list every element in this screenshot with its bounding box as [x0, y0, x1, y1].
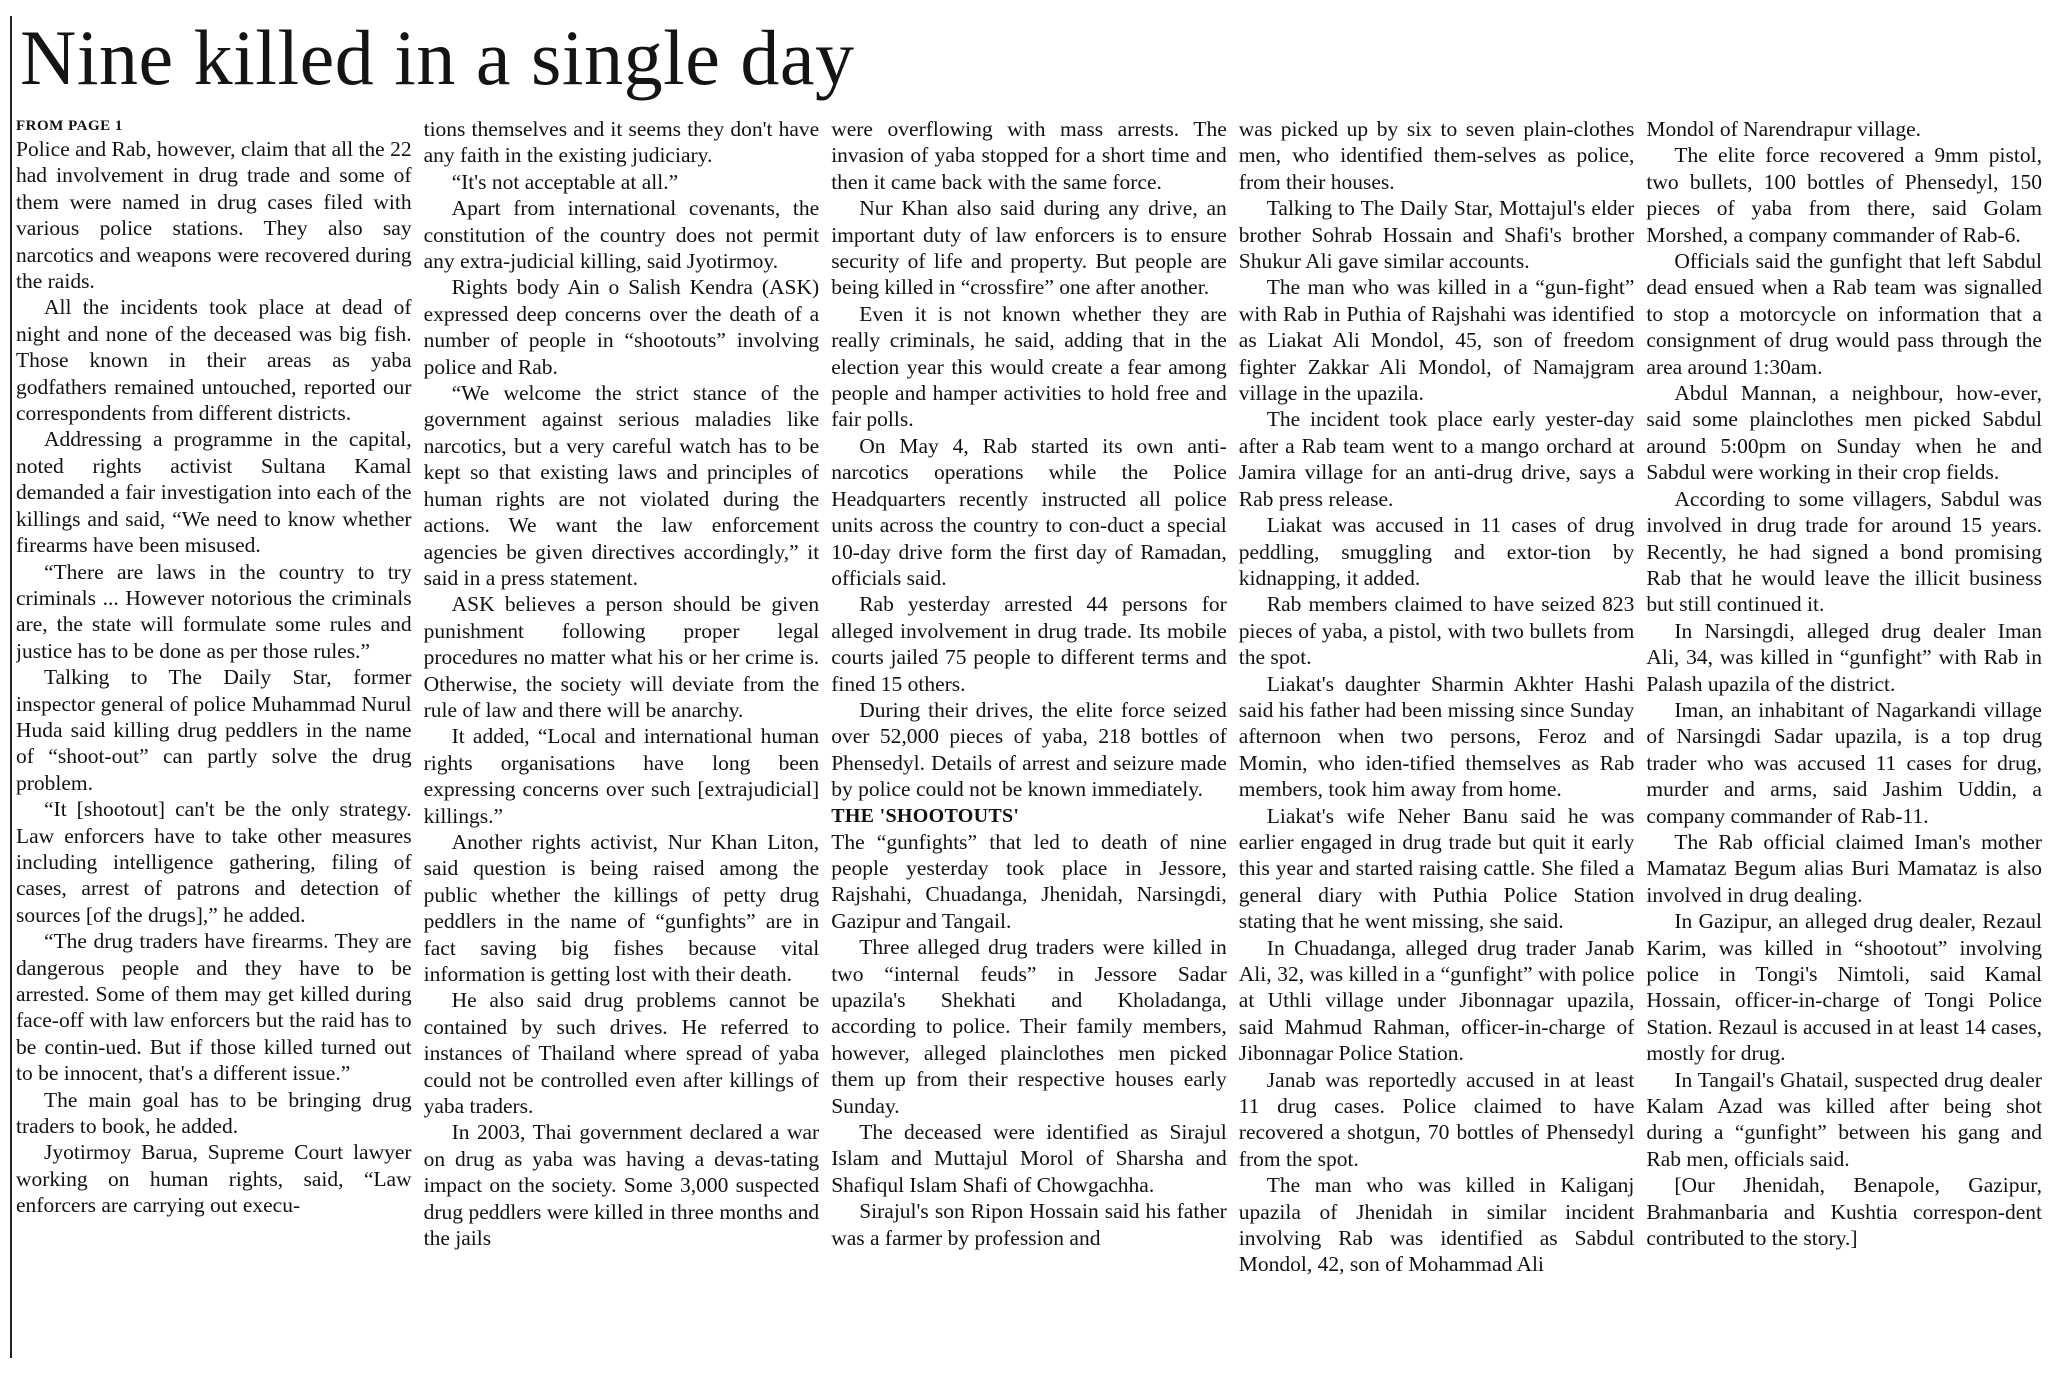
paragraph: He also said drug problems cannot be contained by such drives. He referred to instances of Thailand where spread of yaba could not be controlled even after killings of yaba traders.	[423, 988, 820, 1119]
paragraph: Addressing a programme in the capital, noted rights activist Sultana Kamal demanded a fair investigation into each of the killings and said, “We need to know whether firearms have been misused.	[16, 427, 412, 558]
paragraph: Liakat was accused in 11 cases of drug peddling, smuggling and extor-tion by kidnapping, it added.	[1238, 513, 1635, 590]
paragraph: Rab yesterday arrested 44 persons for alleged involvement in drug trade. Its mobile courts jailed 75 people to different terms and fined 15 others.	[831, 592, 1227, 696]
paragraph: During their drives, the elite force seized over 52,000 pieces of yaba, 218 bottles of Phensedyl. Details of arrest and seizure made by police could not be known immediately.	[831, 697, 1227, 802]
paragraph: “The drug traders have firearms. They are dangerous people and they have to be arrested. Some of them may get killed during face-off with law enforcers but the raid has to be contin-ued. But if those killed turned out to be innocent, that's a different issue.”	[16, 929, 412, 1086]
paragraph: The incident took place early yester-day after a Rab team went to a mango orchard at Jamira village for an anti-drug drive, says a Rab press release.	[1238, 407, 1635, 511]
paragraph: In Narsingdi, alleged drug dealer Iman Ali, 34, was killed in “gunfight” with Rab in Palash upazila of the district.	[1646, 618, 2042, 696]
paragraph: The Rab official claimed Iman's mother Mamataz Begum alias Buri Mamataz is also involved in drug dealing.	[1646, 829, 2042, 907]
column-1	[16, 116, 412, 1366]
headline: Nine killed in a single day	[20, 14, 855, 101]
paragraph: Apart from international covenants, the constitution of the country does not permit any extra-judicial killing, said Jyotirmoy.	[423, 196, 820, 274]
paragraph: Another rights activist, Nur Khan Liton, said question is being raised among the public whether the killings of petty drug peddlers in the name of “gunfights” are in fact saving big fishes because vital information is getting lost with their death.	[423, 829, 820, 986]
paragraph: Even it is not known whether they are really criminals, he said, adding that in the election year this would create a fear among people and hamper activities to hold free and fair polls.	[831, 301, 1227, 432]
paragraph: was picked up by six to seven plain-clothes men, who identified them-selves as police, from their houses.	[1238, 117, 1635, 194]
paragraph: Abdul Mannan, a neighbour, how-ever, said some plainclothes men picked Sabdul around 5:00pm on Sunday when he and Sabdul were working in their crop fields.	[1646, 381, 2042, 485]
paragraph: Janab was reportedly accused in at least 11 drug cases. Police claimed to have recovered a shotgun, 70 bottles of Phensedyl from the spot.	[1238, 1067, 1635, 1171]
paragraph: Liakat's wife Neher Banu said he was earlier engaged in drug trade but quit it early this year and started raising cattle. She filed a general diary with Puthia Police Station stating that he went missing, she said.	[1238, 803, 1635, 934]
kicker: FROM PAGE 1	[16, 118, 123, 134]
paragraph: [Our Jhenidah, Benapole, Gazipur, Brahmanbaria and Kushtia correspon-dent contributed to the story.]	[1646, 1173, 2042, 1251]
paragraph: Iman, an inhabitant of Nagarkandi village of Narsingdi Sadar upazila, is a top drug trader who was accused 11 cases for drug, murder and arms, said Jashim Uddin, a company commander of Rab-11.	[1646, 697, 2042, 828]
paragraph: The “gunfights” that led to death of nine people yesterday took place in Jessore, Rajshahi, Chuadanga, Jhenidah, Narsingdi, Gazipur and Tangail.	[831, 829, 1227, 933]
paragraph: In Tangail's Ghatail, suspected drug dealer Kalam Azad was killed after being shot during a “gunfight” between his gang and Rab men, officials said.	[1646, 1067, 2042, 1171]
paragraph: Three alleged drug traders were killed in two “internal feuds” in Jessore Sadar upazila's Shekhati and Kholadanga, according to police. Their family members, however, alleged plainclothes men picked them up from their respective houses early Sunday.	[831, 935, 1227, 1118]
paragraph: The man who was killed in Kaliganj upazila of Jhenidah in similar incident involving Rab was identified as Sabdul Mondol, 42, son of Mohammad Ali	[1238, 1173, 1635, 1277]
paragraph: It added, “Local and international human rights organisations have long been expressing concerns over such [extrajudicial] killings.”	[423, 724, 820, 828]
column-3	[831, 116, 1227, 1366]
paragraph: Mondol of Narendrapur village.	[1646, 117, 1922, 141]
paragraph: According to some villagers, Sabdul was involved in drug trade for around 15 years. Recently, he had signed a bond promising Rab that he would leave the illicit business but still continued it.	[1646, 486, 2042, 617]
subhead: THE 'SHOOTOUTS'	[831, 804, 1020, 827]
paragraph: “It's not acceptable at all.”	[451, 169, 679, 194]
paragraph: All the incidents took place at dead of night and none of the deceased was big fish. Those known in their areas as yaba godfathers remained untouched, reported our correspondents from different districts.	[16, 295, 412, 426]
paragraph: The main goal has to be bringing drug traders to book, he added.	[16, 1087, 412, 1139]
paragraph: In Chuadanga, alleged drug trader Janab Ali, 32, was killed in a “gunfight” with police at Uthli village under Jibonnagar upazila, said Mahmud Rahman, officer-in-charge of Jibonnagar Police Station.	[1238, 935, 1635, 1066]
paragraph: Nur Khan also said during any drive, an important duty of law enforcers is to ensure security of life and property. But people are being killed in “crossfire” one after another.	[831, 196, 1227, 300]
paragraph: In 2003, Thai government declared a war on drug as yaba was having a devas-tating impact on the society. Some 3,000 suspected drug peddlers were killed in three months and the jails	[423, 1120, 820, 1251]
paragraph: Police and Rab, however, claim that all the 22 had involvement in drug trade and some of them were named in drug cases filed with various police stations. They also say narcotics and weapons were recovered during the raids.	[16, 137, 412, 294]
paragraph: The elite force recovered a 9mm pistol, two bullets, 100 bottles of Phensedyl, 150 pieces of yaba from there, said Golam Morshed, a company commander of Rab-6.	[1646, 143, 2042, 247]
paragraph: “It [shootout] can't be the only strategy. Law enforcers have to take other measures including intelligence gathering, filing of cases, arrest of patrons and detection of sources [of the drugs],” he added.	[16, 797, 412, 927]
paragraph: The deceased were identified as Sirajul Islam and Muttajul Morol of Sharsha and Shafiqul Islam Shafi of Chowgachha.	[831, 1120, 1227, 1197]
paragraph: The man who was killed in a “gun-fight” with Rab in Puthia of Rajshahi was identified as Liakat Ali Mondol, 45, son of freedom fighter Zakkar Ali Mondol, of Namajgram village in the upazila.	[1238, 275, 1635, 406]
paragraph: Jyotirmoy Barua, Supreme Court lawyer working on human rights, said, “Law enforcers are carrying out execu-	[16, 1140, 412, 1218]
column-5	[1646, 116, 2042, 1366]
paragraph: Liakat's daughter Sharmin Akhter Hashi said his father had been missing since Sunday afternoon when two persons, Feroz and Momin, who iden-tified themselves as Rab members, took him away from home.	[1238, 671, 1635, 802]
paragraph: Sirajul's son Ripon Hossain said his father was a farmer by profession and	[831, 1199, 1227, 1250]
paragraph: Rights body Ain o Salish Kendra (ASK) expressed deep concerns over the death of a number of people in “shootouts” involving police and Rab.	[423, 275, 820, 379]
paragraph: Talking to The Daily Star, former inspector general of police Muhammad Nurul Huda said killing drug peddlers in the name of “shoot-out” can partly solve the drug problem.	[16, 665, 412, 795]
paragraph: ASK believes a person should be given punishment following proper legal procedures no matter what his or her crime is. Otherwise, the society will deviate from the rule of law and there will be anarchy.	[423, 592, 820, 722]
paragraph: “There are laws in the country to try criminals ... However notorious the criminals are, the state will formulate some rules and justice has to be done as per those rules.”	[16, 559, 412, 663]
paragraph: In Gazipur, an alleged drug dealer, Rezaul Karim, was killed in “shootout” involving police in Tongi's Nimtoli, said Kamal Hossain, officer-in-charge of Tongi Police Station. Rezaul is accused in at least 14 cases, mostly for drug.	[1646, 909, 2042, 1066]
column-2	[424, 116, 820, 1366]
column-4	[1239, 116, 1635, 1366]
paragraph: Officials said the gunfight that left Sabdul dead ensued when a Rab team was signalled to stop a motorcycle on information that a consignment of drug would pass through the area around 1:30am.	[1646, 249, 2042, 379]
paragraph: were overflowing with mass arrests. The invasion of yaba stopped for a short time and then it came back with the same force.	[831, 117, 1227, 194]
paragraph: “We welcome the strict stance of the government against serious maladies like narcotics, but a very careful watch has to be kept so that existing laws and principles of human rights are not violated during the actions. We want the law enforcement agencies be given directives accordingly,” it said in a press statement.	[423, 381, 820, 590]
article-body	[16, 116, 2042, 1366]
paragraph: tions themselves and it seems they don't have any faith in the existing judiciary.	[423, 117, 820, 168]
paragraph: On May 4, Rab started its own anti-narcotics operations while the Police Headquarters recently instructed all police units across the country to con-duct a special 10-day drive form the first day of Ramadan, officials said.	[831, 433, 1227, 590]
paragraph: Rab members claimed to have seized 823 pieces of yaba, a pistol, with two bullets from the spot.	[1238, 592, 1635, 670]
paragraph: Talking to The Daily Star, Mottajul's elder brother Sohrab Hossain and Shafi's brother Shukur Ali gave similar accounts.	[1238, 196, 1635, 274]
